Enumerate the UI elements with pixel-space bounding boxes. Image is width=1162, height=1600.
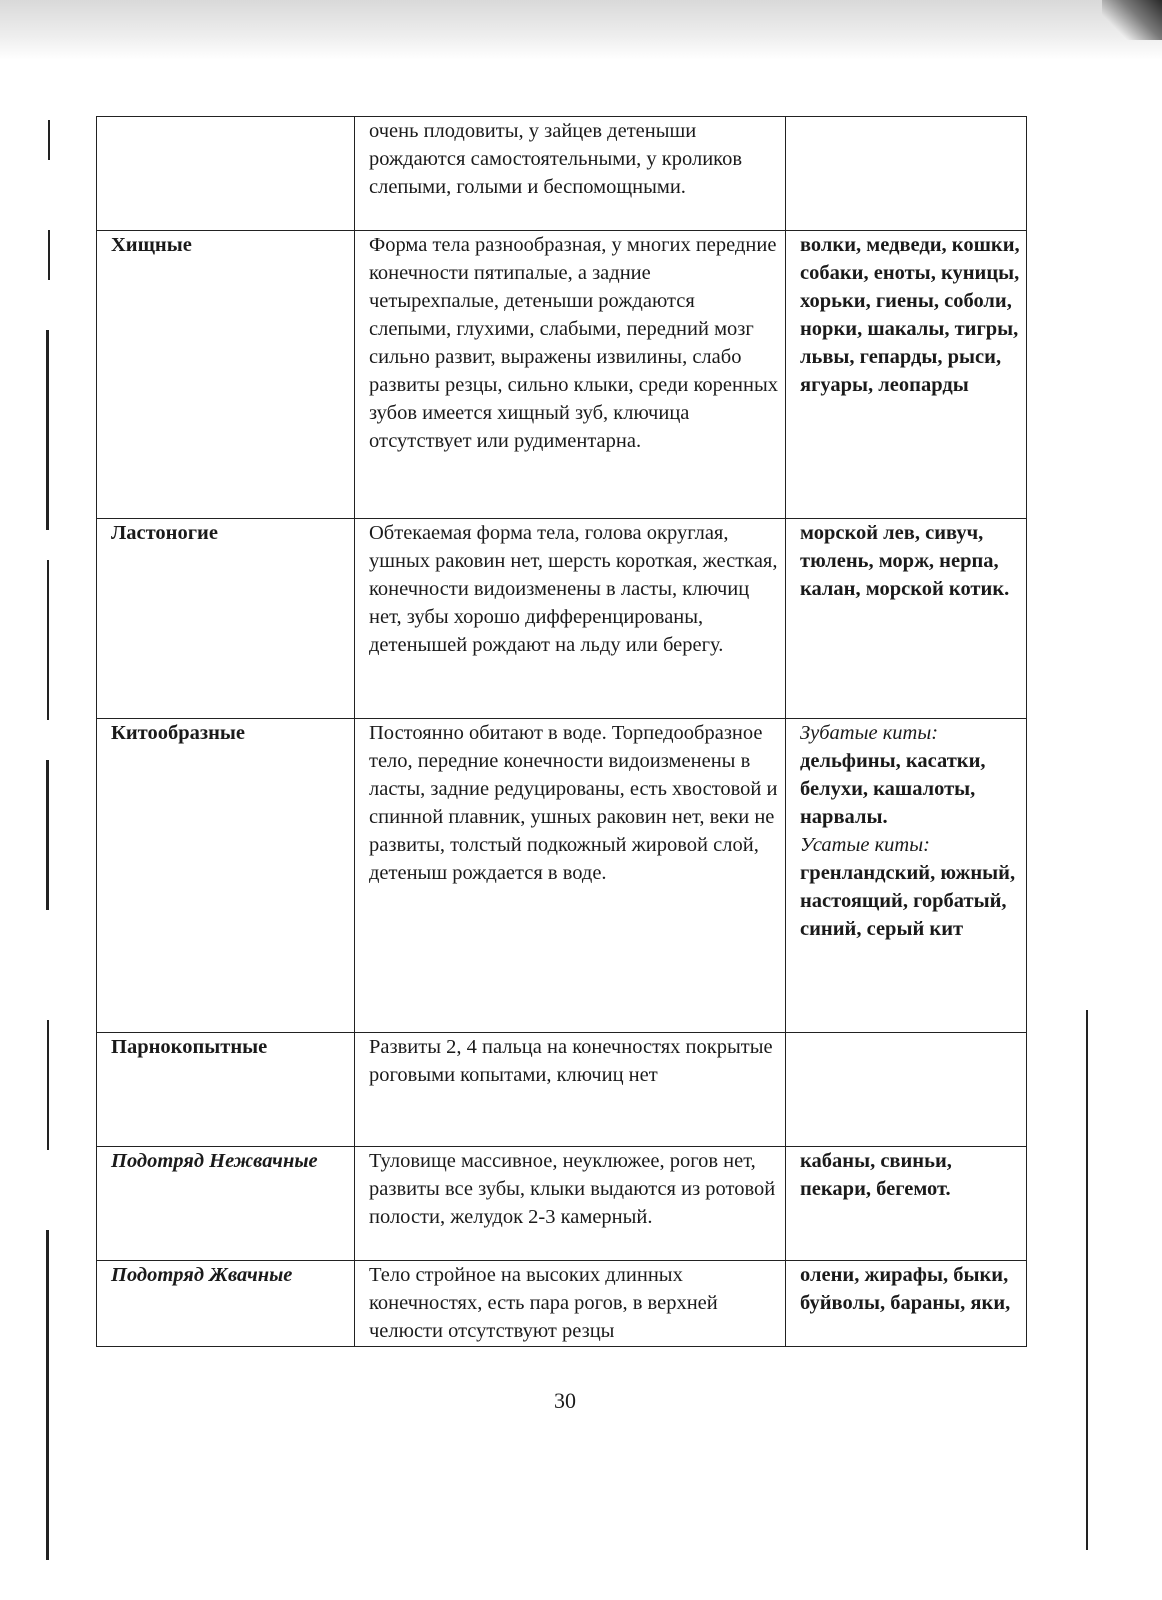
description-cell: Постоянно обитают в воде. Торпедообразное тело, передние конечности видоизменены в ласты, задние редуцированы, есть хвостовой и спинной плавник, ушных раковин нет, веки не развиты, толстый подкожный жировой слой, детеныш рождается в воде.	[355, 719, 786, 1033]
order-cell: Ластоногие	[97, 519, 355, 719]
order-cell: Китообразные	[97, 719, 355, 1033]
suborder-cell: Подотряд Жвачные	[97, 1261, 355, 1347]
order-cell: Хищные	[97, 231, 355, 519]
scan-corner-shadow	[1102, 0, 1162, 40]
description-cell: очень плодовиты, у зайцев детеныши рождаются самостоятельными, у кроликов слепыми, голыми и беспомощными.	[355, 117, 786, 231]
scan-margin-mark	[47, 1020, 49, 1150]
animals-cell: волки, медведи, кошки, собаки, еноты, куницы, хорьки, гиены, соболи, норки, шакалы, тигры, львы, гепарды, рыси, ягуары, леопарды	[786, 231, 1027, 519]
page-number: 30	[554, 1388, 576, 1413]
animals-cell	[786, 117, 1027, 231]
mammal-orders-table	[96, 116, 1027, 1347]
table-row	[97, 1147, 1027, 1261]
description-cell: Тело стройное на высоких длинных конечностях, есть пара рогов, в верхней челюсти отсутствуют резцы	[355, 1261, 786, 1347]
animals-cell	[786, 1033, 1027, 1147]
order-cell: Парнокопытные	[97, 1033, 355, 1147]
scan-margin-mark	[1086, 1010, 1088, 1550]
table-row	[97, 519, 1027, 719]
table-row	[97, 231, 1027, 519]
scan-top-shadow	[0, 0, 1162, 60]
scan-margin-mark	[46, 330, 49, 530]
description-cell: Туловище массивное, неуклюжее, рогов нет, развиты все зубы, клыки выдаются из ротовой полости, желудок 2-3 камерный.	[355, 1147, 786, 1261]
animals-cell: кабаны, свиньи, пекари, бегемот.	[786, 1147, 1027, 1261]
group-label: Усатые киты:	[800, 834, 930, 856]
scan-margin-mark	[48, 120, 50, 160]
scan-margin-mark	[47, 560, 49, 720]
order-cell	[97, 117, 355, 231]
animals-cell	[786, 719, 1027, 1033]
description-cell: Развиты 2, 4 пальца на конечностях покрытые роговыми копытами, ключиц нет	[355, 1033, 786, 1147]
animals-cell: олени, жирафы, быки, буйволы, бараны, яки,	[786, 1261, 1027, 1347]
table-row	[97, 117, 1027, 231]
group-animals: гренландский, южный, настоящий, горбатый, синий, серый кит	[800, 862, 1016, 940]
scan-margin-mark	[48, 230, 50, 280]
group-animals: дельфины, касатки, белухи, кашалоты, нарвалы.	[800, 750, 986, 828]
group-label: Зубатые киты:	[800, 722, 939, 744]
description-cell: Форма тела разнообразная, у многих передние конечности пятипалые, а задние четырехпалые, детеныши рождаются слепыми, глухими, слабыми, передний мозг сильно развит, выражены извилины, слабо развиты резцы, сильно клыки, среди коренных зубов имеется хищный зуб, ключица отсутствует или рудиментарна.	[355, 231, 786, 519]
table-row	[97, 719, 1027, 1033]
scan-margin-mark	[46, 1230, 49, 1560]
scan-margin-mark	[46, 760, 49, 910]
table-row	[97, 1033, 1027, 1147]
animals-cell: морской лев, сивуч, тюлень, морж, нерпа, калан, морской котик.	[786, 519, 1027, 719]
table-row	[97, 1261, 1027, 1347]
description-cell: Обтекаемая форма тела, голова округлая, ушных раковин нет, шерсть короткая, жесткая, конечности видоизменены в ласты, ключиц нет, зубы хорошо дифференцированы, детенышей рождают на льду или берегу.	[355, 519, 786, 719]
suborder-cell: Подотряд Нежвачные	[97, 1147, 355, 1261]
